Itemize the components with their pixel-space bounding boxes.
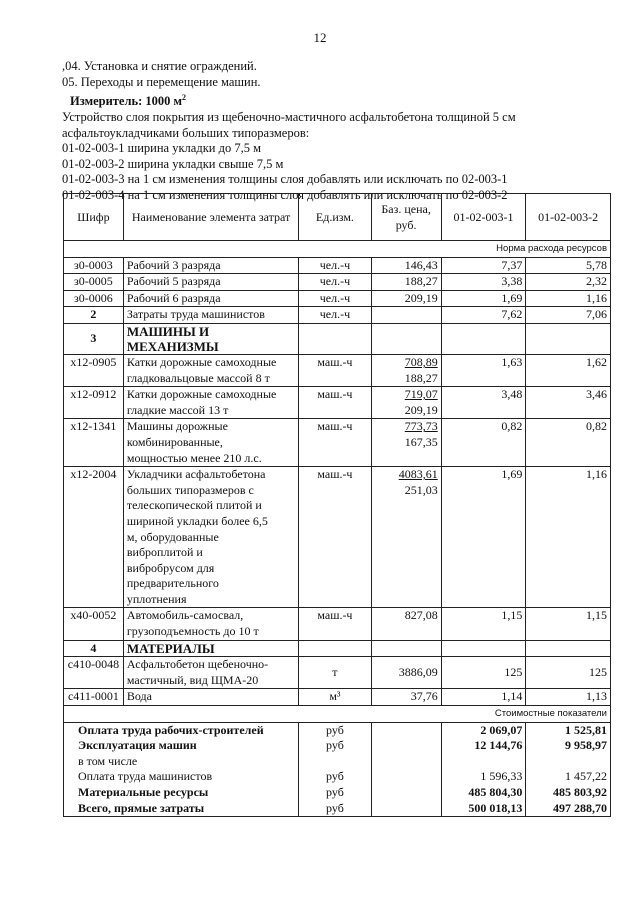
cell-v1: 7,37: [441, 257, 526, 274]
cell-code: з0-0003: [64, 257, 124, 274]
cell-price: 188,27: [371, 274, 441, 291]
table-row: [64, 387, 611, 419]
cell-line: шириной укладки более 6,5: [126, 513, 268, 528]
cell-code: х40-0052: [64, 608, 124, 640]
summary-row: [64, 785, 611, 801]
header-line: 05. Переходы и перемещение машин.: [62, 74, 261, 89]
cell-line: МАШИНЫ И: [126, 323, 210, 339]
table-row: [64, 257, 611, 274]
price-value: 4083,61: [398, 467, 438, 482]
summary-name: Материальные ресурсы: [64, 785, 299, 801]
cell-line: гладковальцовые массой 8 т: [126, 370, 270, 385]
header-price: Баз. цена, руб.: [371, 194, 441, 241]
price-value: 719,07: [404, 387, 438, 402]
cell-unit: т: [299, 657, 371, 689]
cell-v1: 3,38: [441, 274, 526, 291]
table-row: [64, 290, 611, 307]
cell-line: Машины дорожные: [126, 419, 228, 434]
price-value: 708,89: [404, 354, 438, 369]
cell-price: 37,76: [371, 689, 441, 706]
cell-name: Рабочий 5 разряда: [123, 274, 298, 291]
summary-unit: руб: [299, 738, 371, 754]
empty-cell: [441, 323, 526, 354]
cell-v2: 3,46: [526, 387, 611, 419]
cell-line: телескопической плитой и: [126, 498, 262, 513]
summary-price: [371, 754, 441, 770]
summary-name: в том числе: [64, 754, 299, 770]
cell-line: виброплитой и: [126, 545, 203, 560]
price-value: 773,73: [404, 419, 438, 434]
summary-v2: 9 958,97: [526, 738, 611, 754]
section-v1: 7,62: [441, 307, 526, 324]
cell-line: вибробрусом для: [126, 560, 215, 575]
cell-v1: 1,69: [441, 467, 526, 608]
header-name: Наименование элемента затрат: [123, 194, 298, 241]
cell-v2: 1,13: [526, 689, 611, 706]
cell-name: Рабочий 3 разряда: [123, 257, 298, 274]
summary-v2: [526, 754, 611, 770]
summary-v2: 1 457,22: [526, 769, 611, 785]
cell-unit: маш.-ч: [299, 467, 371, 608]
cell-unit: чел.-ч: [299, 274, 371, 291]
header-line: ,04. Установка и снятие ограждений.: [62, 59, 257, 73]
cell-code: с411-0001: [64, 689, 124, 706]
norms-label: Норма расхода ресурсов: [64, 241, 611, 258]
price-machinist-value: 209,19: [404, 402, 438, 417]
summary-v1: 2 069,07: [441, 722, 526, 738]
cell-code: с410-0048: [64, 657, 124, 689]
cell-price: [371, 467, 441, 608]
price-machinist-value: 188,27: [404, 370, 438, 385]
cell-v1: 125: [441, 657, 526, 689]
cell-line: грузоподъемность до 10 т: [126, 624, 259, 639]
header-v2: 01-02-003-2: [526, 194, 611, 241]
cell-v1: 1,69: [441, 290, 526, 307]
summary-name: Всего, прямые затраты: [64, 801, 299, 817]
cell-price: [371, 608, 441, 640]
price-value: 827,08: [404, 608, 438, 623]
cell-code: з0-0005: [64, 274, 124, 291]
cell-v2: 0,82: [526, 419, 611, 467]
section-name: [123, 323, 298, 354]
cell-unit: маш.-ч: [299, 608, 371, 640]
summary-row: [64, 801, 611, 817]
description-line: 01-02-003-2 ширина укладки свыше 7,5 м: [62, 156, 284, 171]
summary-v2: 485 803,92: [526, 785, 611, 801]
cell-name: [123, 419, 298, 467]
summary-price: [371, 785, 441, 801]
price-machinist-value: 167,35: [404, 434, 438, 449]
empty-cell: [371, 323, 441, 354]
summary-unit: руб: [299, 769, 371, 785]
cell-code: х12-1341: [64, 419, 124, 467]
cell-unit: маш.-ч: [299, 387, 371, 419]
cell-v2: 1,62: [526, 354, 611, 386]
cell-v2: 1,15: [526, 608, 611, 640]
empty-cell: [526, 323, 611, 354]
cell-v1: 1,15: [441, 608, 526, 640]
summary-v1: 485 804,30: [441, 785, 526, 801]
section-code: 3: [64, 323, 124, 354]
section-row-3: [64, 323, 611, 354]
summary-price: [371, 722, 441, 738]
header-code: Шифр: [64, 194, 124, 241]
header-v1: 01-02-003-1: [441, 194, 526, 241]
cell-price: [371, 354, 441, 386]
description-line: 01-02-003-3 на 1 см изменения толщины слоя добавлять или исключать по 02-003-1: [62, 172, 508, 187]
table-row: [64, 419, 611, 467]
summary-row: [64, 722, 611, 738]
cell-price: 3886,09: [371, 657, 441, 689]
cell-v1: 3,48: [441, 387, 526, 419]
cell-price: [371, 387, 441, 419]
cell-line: Автомобиль-самосвал,: [126, 608, 244, 623]
section-row-2: [64, 307, 611, 324]
cell-code: х12-2004: [64, 467, 124, 608]
cell-v2: 1,16: [526, 467, 611, 608]
summary-row: [64, 754, 611, 770]
cell-name: [123, 657, 298, 689]
cell-name: [123, 608, 298, 640]
norms-label-row: [64, 241, 611, 258]
empty-cell: [441, 640, 526, 657]
cell-line: комбинированные,: [126, 434, 223, 449]
cell-line: м, оборудованные: [126, 529, 219, 544]
table-row: [64, 608, 611, 640]
header-unit: Ед.изм.: [299, 194, 371, 241]
description-line: асфальтоукладчиками больших типоразмеров:: [62, 125, 310, 140]
summary-name: Эксплуатация машин: [64, 738, 299, 754]
cell-line: мастичный, вид ЩМА-20: [126, 672, 259, 687]
price-machinist-value: 251,03: [404, 482, 438, 497]
cell-line: предварительного: [126, 576, 219, 591]
summary-v1: 1 596,33: [441, 769, 526, 785]
summary-row: [64, 769, 611, 785]
section-code: 4: [64, 640, 124, 657]
cell-name: [123, 354, 298, 386]
cell-v2: 5,78: [526, 257, 611, 274]
summary-name: Оплата труда машинистов: [64, 769, 299, 785]
summary-unit: руб: [299, 722, 371, 738]
empty-cell: [526, 640, 611, 657]
cell-unit: чел.-ч: [299, 257, 371, 274]
table-row: [64, 467, 611, 608]
cell-v1: 0,82: [441, 419, 526, 467]
cell-price: 146,43: [371, 257, 441, 274]
cell-v1: 1,63: [441, 354, 526, 386]
section-code: 2: [64, 307, 124, 324]
description-line: 01-02-003-4 на 1 см изменения толщины слоя добавлять или исключать по 02-003-2: [62, 187, 508, 202]
cell-name: [123, 467, 298, 608]
cell-price: [371, 419, 441, 467]
description-line: 01-02-003-1 ширина укладки до 7,5 м: [62, 141, 261, 156]
section-unit: чел.-ч: [299, 307, 371, 324]
meter-label: Измеритель: 1000 $м^2$: [70, 93, 187, 109]
cell-v1: 1,14: [441, 689, 526, 706]
cell-name: [123, 689, 298, 706]
cell-code: х12-0912: [64, 387, 124, 419]
cell-v2: 1,16: [526, 290, 611, 307]
section-name: Затраты труда машинистов: [123, 307, 298, 324]
summary-price: [371, 769, 441, 785]
cell-code: з0-0006: [64, 290, 124, 307]
summary-unit: руб: [299, 801, 371, 817]
empty-cell: [299, 323, 371, 354]
cell-line: больших типоразмеров с: [126, 482, 254, 497]
table-row: [64, 657, 611, 689]
cell-line: гладкие массой 13 т: [126, 402, 229, 417]
summary-unit: руб: [299, 785, 371, 801]
cell-line: Вода: [126, 689, 152, 704]
cost-label: Стоимостные показатели: [64, 706, 611, 723]
section-row-4: [64, 640, 611, 657]
cell-line: Укладчики асфальтобетона: [126, 467, 266, 482]
empty-cell: [371, 640, 441, 657]
cell-line: МЕХАНИЗМЫ: [126, 338, 219, 354]
summary-v2: 1 525,81: [526, 722, 611, 738]
header-block: [62, 59, 622, 204]
section-v2: 7,06: [526, 307, 611, 324]
cell-line: мощностью менее 210 л.с.: [126, 450, 262, 465]
norms-table: [63, 193, 611, 817]
cell-price: 209,19: [371, 290, 441, 307]
cell-line: Катки дорожные самоходные: [126, 354, 277, 369]
summary-price: [371, 801, 441, 817]
section-price: [371, 307, 441, 324]
table-header-row: [64, 194, 611, 241]
table-row: [64, 689, 611, 706]
summary-unit: [299, 754, 371, 770]
summary-v1: [441, 754, 526, 770]
summary-v1: 500 018,13: [441, 801, 526, 817]
section-name: МАТЕРИАЛЫ: [123, 640, 298, 657]
summary-v2: 497 288,70: [526, 801, 611, 817]
cell-v2: 2,32: [526, 274, 611, 291]
empty-cell: [299, 640, 371, 657]
cell-name: Рабочий 6 разряда: [123, 290, 298, 307]
cell-name: [123, 387, 298, 419]
cell-line: Асфальтобетон щебеночно-: [126, 657, 269, 672]
cell-line: уплотнения: [126, 591, 187, 606]
cell-unit: маш.-ч: [299, 419, 371, 467]
summary-row: [64, 738, 611, 754]
description-line: Устройство слоя покрытия из щебеночно-мастичного асфальтобетона толщиной 5 см: [62, 109, 516, 124]
cost-label-row: [64, 706, 611, 723]
page-number: 12: [313, 30, 327, 45]
cell-code: х12-0905: [64, 354, 124, 386]
cell-unit: маш.-ч: [299, 354, 371, 386]
summary-name: Оплата труда рабочих-строителей: [64, 722, 299, 738]
table-row: [64, 274, 611, 291]
cell-line: Катки дорожные самоходные: [126, 387, 277, 402]
table-row: [64, 354, 611, 386]
cell-unit: чел.-ч: [299, 290, 371, 307]
cell-v2: 125: [526, 657, 611, 689]
cell-unit: м³: [299, 689, 371, 706]
summary-price: [371, 738, 441, 754]
summary-v1: 12 144,76: [441, 738, 526, 754]
